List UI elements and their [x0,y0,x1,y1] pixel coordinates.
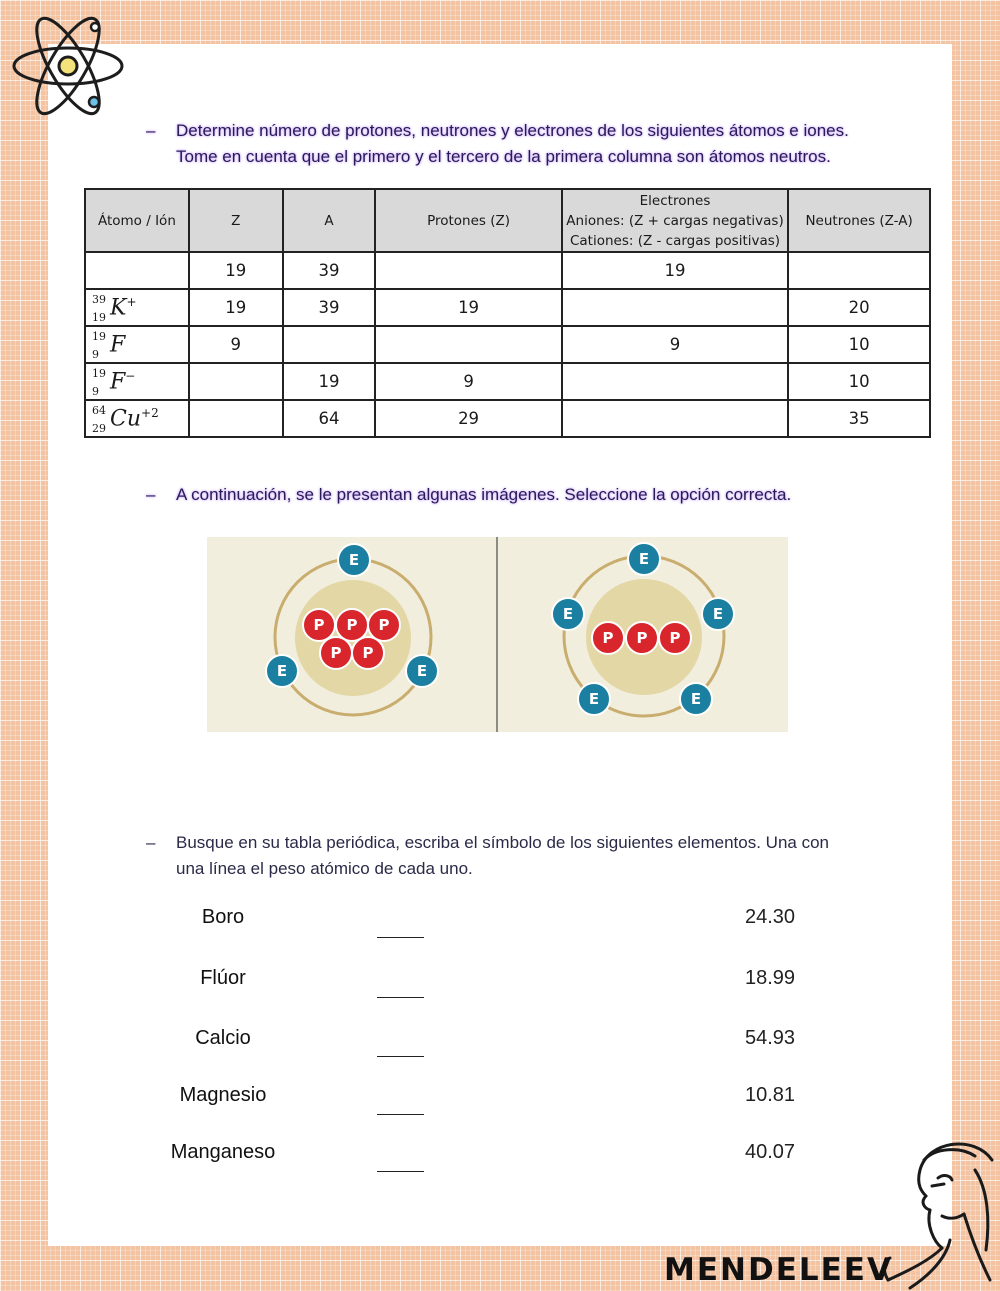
element-name: Flúor [200,967,246,989]
atom-symbol-cell [85,363,189,400]
brand-wordmark: MENDELEEV [664,1252,893,1288]
q2-text: A continuación, se le presentan algunas imágenes. Seleccione la opción correcta. [176,485,792,504]
a-cell[interactable]: 64 [283,400,376,437]
proton-label: P [330,644,342,662]
electrons-cell[interactable]: 19 [562,252,788,289]
header-a: A [283,189,376,252]
q1-line-1: Determine número de protones, neutrones y electrones de los siguientes átomos e iones. [176,121,849,140]
neutrons-cell[interactable]: 20 [788,289,930,326]
z-cell[interactable]: 19 [189,289,283,326]
electron-label: E [562,605,574,623]
symbol-blank[interactable] [377,1114,424,1115]
electrons-cell[interactable]: 9 [562,326,788,363]
a-cell[interactable] [283,326,376,363]
atom-diagrams [207,537,788,732]
proton-label: P [362,644,374,662]
electron-label: E [690,690,702,708]
atom-symbol-cell [85,289,189,326]
proton-label: P [313,616,325,634]
table-row [85,252,930,289]
isotope-symbol: 19 9 F [92,329,126,361]
q3-line-1: Busque en su tabla periódica, escriba el símbolo de los siguientes elementos. Una con [176,833,829,852]
header-z: Z [189,189,283,252]
z-cell[interactable]: 9 [189,326,283,363]
proton-label: P [378,616,390,634]
symbol-blank[interactable] [377,997,424,998]
header-atom: Átomo / Ión [85,189,189,252]
a-cell[interactable]: 19 [283,363,376,400]
header-electrons-anions: Aniones: (Z + cargas negativas) [566,212,784,229]
q1-line-2: Tome en cuenta que el primero y el tercero de la primera columna son átomos neutros. [176,147,831,166]
atom-symbol-cell [85,400,189,437]
element-name: Boro [201,906,245,928]
header-electrons-cations: Cationes: (Z - cargas positivas) [569,232,781,249]
electron-label: E [348,551,360,569]
atomic-weight[interactable]: 54.93 [744,1027,796,1049]
table-header-row [85,189,930,252]
isotope-symbol: 19 9 F− [92,366,136,398]
header-electrons [562,189,788,252]
isotope-symbol: 39 19 K+ [92,292,137,324]
neutrons-cell[interactable]: 10 [788,326,930,363]
isotope-symbol: 64 29 $Cu^{+2}$ [92,403,159,435]
neutrons-cell[interactable]: 35 [788,400,930,437]
table-row [85,326,930,363]
z-cell[interactable] [189,400,283,437]
neutrons-cell[interactable] [788,252,930,289]
table-row [85,400,930,437]
header-neutrons: Neutrones (Z-A) [788,189,930,252]
protons-cell[interactable]: 9 [375,363,562,400]
electron-label: E [588,690,600,708]
atomic-weight[interactable]: 18.99 [744,967,796,989]
electron-label: E [416,662,428,680]
a-cell[interactable]: 39 [283,252,376,289]
z-cell[interactable]: 19 [189,252,283,289]
atom-cell-blank[interactable] [85,252,189,289]
table-row [85,363,930,400]
electrons-cell[interactable] [562,363,788,400]
protons-cell[interactable] [375,252,562,289]
atomic-weight[interactable]: 40.07 [744,1141,796,1163]
z-cell[interactable] [189,363,283,400]
atom-symbol-cell [85,326,189,363]
atomic-weight[interactable]: 10.81 [744,1084,796,1106]
header-protons: Protones (Z) [375,189,562,252]
bullet-dash: – [146,485,156,504]
proton-label: P [602,629,614,647]
atomic-weight[interactable]: 24.30 [744,906,796,928]
a-cell[interactable]: 39 [283,289,376,326]
electron-label: E [712,605,724,623]
mendeleev-portrait-icon [880,1130,998,1290]
atoms-table [84,188,931,438]
q3-line-2: una línea el peso atómico de cada uno. [176,859,473,878]
bullet-dash: – [146,833,156,852]
header-electrons-title: Electrones [639,192,711,209]
protons-cell[interactable]: 19 [375,289,562,326]
table-row [85,289,930,326]
symbol-blank[interactable] [377,1171,424,1172]
symbol-blank[interactable] [377,937,424,938]
proton-label: P [636,629,648,647]
electron-label: E [638,550,650,568]
element-name: Manganeso [170,1141,276,1163]
protons-cell[interactable] [375,326,562,363]
protons-cell[interactable]: 29 [375,400,562,437]
element-name: Magnesio [179,1084,267,1106]
proton-label: P [346,616,358,634]
atom-logo-icon [10,8,130,123]
bullet-dash: – [146,121,156,140]
proton-group-right [592,622,691,654]
electrons-cell[interactable] [562,400,788,437]
symbol-blank[interactable] [377,1056,424,1057]
proton-label: P [669,629,681,647]
element-name: Calcio [195,1027,251,1049]
electron-label: E [276,662,288,680]
neutrons-cell[interactable]: 10 [788,363,930,400]
electrons-cell[interactable] [562,289,788,326]
